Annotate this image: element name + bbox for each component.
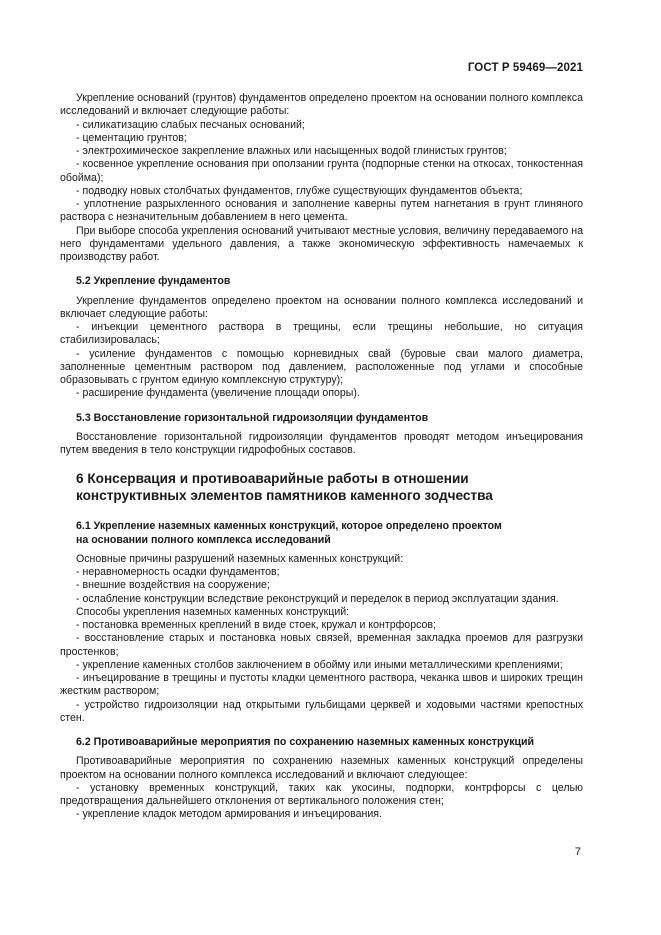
list-item: - расширение фундамента (увеличение площади опоры). <box>76 387 360 400</box>
section-heading-6-1-line2: на основании полного комплекса исследований <box>76 533 331 546</box>
paragraph: Восстановление горизонтальной гидроизоляции фундаментов проводят методом инъецирования путем введения в тело конструкции гидрофобных составов. <box>60 430 583 456</box>
list-item: - косвенное укрепление основания при оползании грунта (подпорные стенки на откосах, тонкостенная обойма); <box>60 158 583 184</box>
section-heading-6-1-line1: 6.1 Укрепление наземных каменных конструкций, которое определено проектом <box>76 520 502 533</box>
page-number: 7 <box>574 846 581 858</box>
list-item: - устройство гидроизоляции над открытыми гульбищами церквей и ходовыми частями крепостных стен. <box>60 698 583 724</box>
list-item: - электрохимическое закрепление влажных или насыщенных водой глинистых грунтов; <box>76 145 507 157</box>
section-heading-6: 6 Консервация и противоаварийные работы в отношении конструктивных элементов памятников каменного зодчества <box>76 471 493 503</box>
section-heading-6-2: 6.2 Противоаварийные мероприятия по сохранению наземных каменных конструкций <box>76 736 535 748</box>
paragraph: Основные причины разрушений наземных каменных конструкций: <box>76 552 404 565</box>
list-item: - укрепление кладок методом армирования и инъецирования. <box>76 808 382 821</box>
document-body <box>60 92 583 822</box>
list-item: - неравномерность осадки фундаментов; <box>76 566 280 578</box>
list-item: - уплотнение разрыхленного основания и заполнение каверны путем нагнетания в грунт глиняного раствора с незначительным добавлением в него цемента. <box>60 198 583 224</box>
list-item: - постановка временных креплений в виде стоек, кружал и контрфорсов; <box>76 619 436 631</box>
section-heading-5-3: 5.3 Восстановление горизонтальной гидроизоляции фундаментов <box>76 411 429 424</box>
section-heading-6-1 <box>76 520 583 547</box>
paragraph: Укрепление оснований (грунтов) фундаментов определено проектом на основании полного комплекса исследований и включает следующие работы: <box>60 92 583 118</box>
paragraph: Укрепление фундаментов определено проектом на основании полного комплекса исследований и включает следующие работы: <box>60 294 583 320</box>
section-heading-5-2: 5.2 Укрепление фундаментов <box>76 275 231 288</box>
list-item: - установку временных конструкций, таких как укосины, подпорки, контрфорсы с целью предотвращения дальнейшего отклонения от вертикального положения стен; <box>60 781 583 807</box>
standard-header: ГОСТ Р 59469—2021 <box>467 62 583 74</box>
list-item: - внешние воздействия на сооружение; <box>76 579 270 592</box>
list-item: - силикатизацию слабых песчаных оснований; <box>76 118 305 131</box>
paragraph: Способы укрепления наземных каменных конструкций: <box>76 605 350 618</box>
list-item: - усиление фундаментов с помощью корневидных свай (буровые сваи малого диаметра, заполненные цементным раствором под давлением, расположенные под углами и способные образовывать с грунтом единую комплексную структуру); <box>60 347 583 386</box>
list-item: - инъецирование в трещины и пустоты кладки цементного раствора, чеканка швов и широких трещин жестким раствором; <box>60 672 583 698</box>
paragraph: При выборе способа укрепления оснований учитывают местные условия, величину передаваемого на него фундаментами удельного давления, а также экономическую эффективность намечаемых к производству работ. <box>60 224 583 263</box>
paragraph: Противоаварийные мероприятия по сохранению наземных каменных конструкций определены проектом на основании полного комплекса исследований и включают следующее: <box>60 755 583 781</box>
list-item: - восстановление старых и постановка новых связей, временная закладка проемов для разгрузки простенков; <box>60 632 583 658</box>
list-item: - ослабление конструкции вследствие реконструкций и переделок в период эксплуатации здания. <box>76 592 559 605</box>
list-item: - цементацию грунтов; <box>76 131 187 144</box>
list-item: - инъекции цементного раствора в трещины, если трещины небольшие, но ситуация стабилизировалась; <box>60 321 583 347</box>
list-item: - укрепление каменных столбов заключением в обойму или иными металлическими креплениями; <box>76 658 563 671</box>
list-item: - подводку новых столбчатых фундаментов, глубже существующих фундаментов объекта; <box>76 184 523 197</box>
